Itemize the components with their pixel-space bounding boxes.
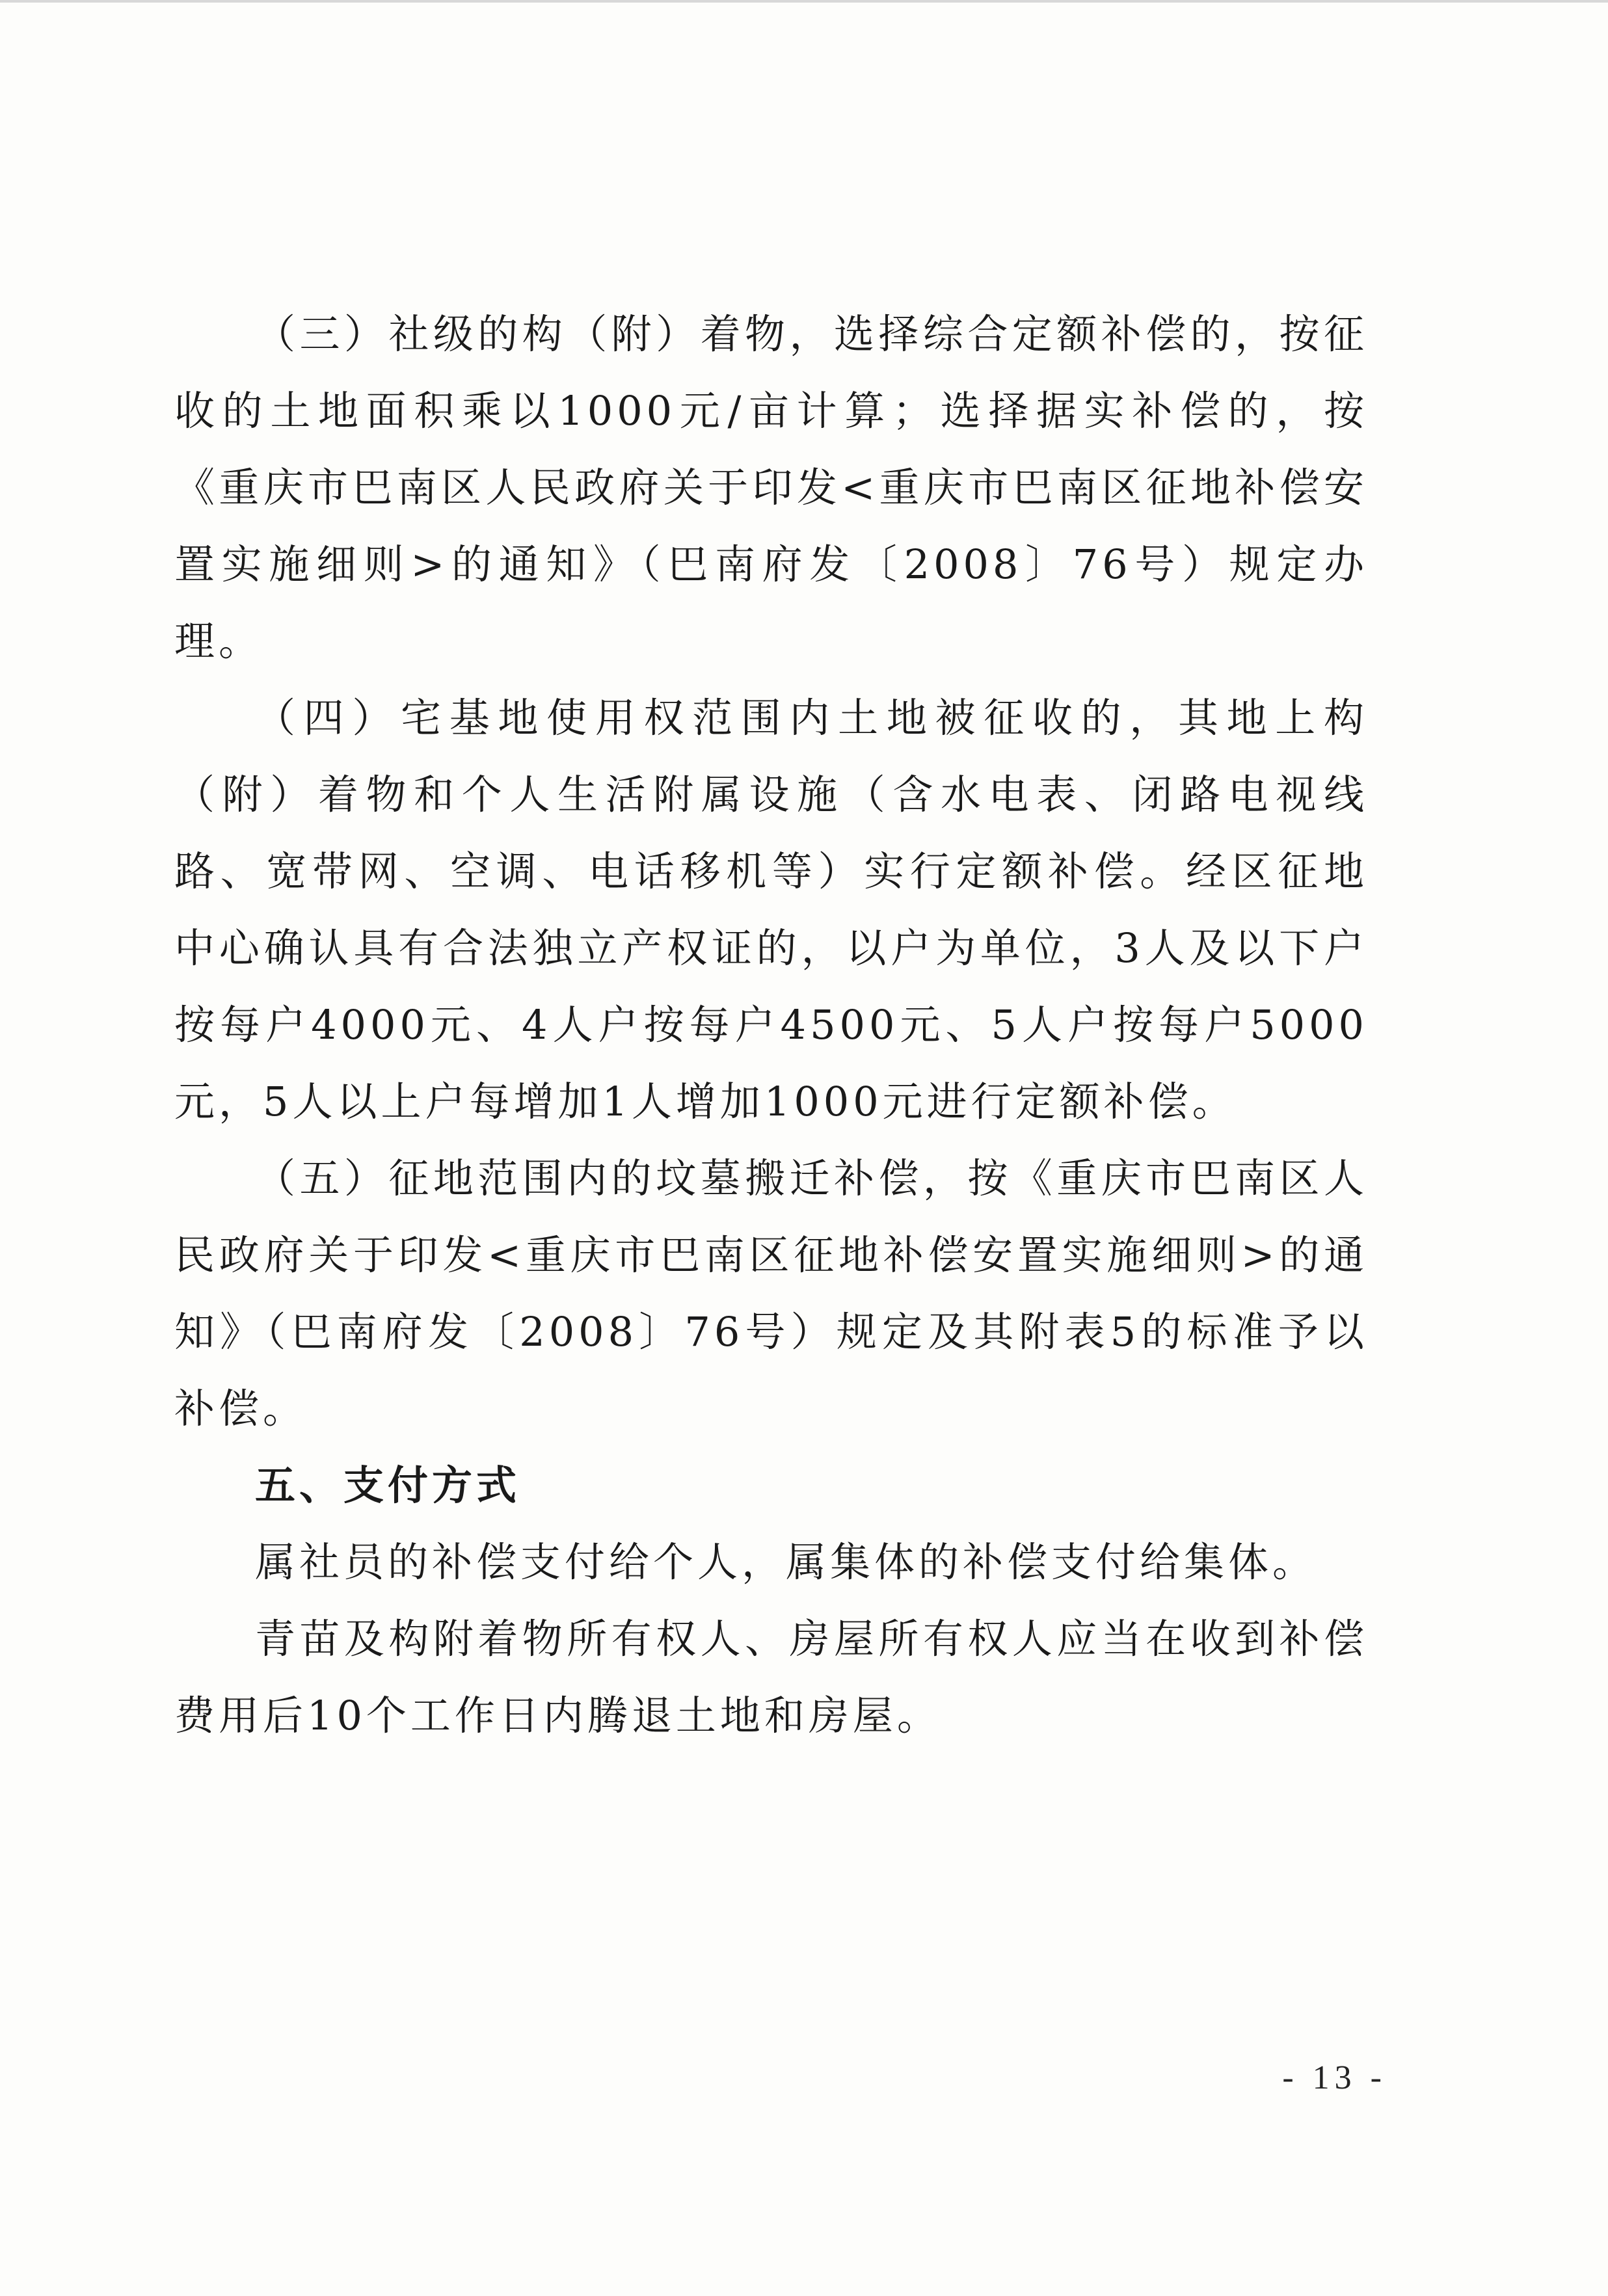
section-heading-payment-method: 五、支付方式 — [255, 1462, 521, 1509]
paragraph-item-3: （三）社级的构（附）着物，选择综合定额补偿的，按征收的土地面积乘以1000元/亩计算；选择据实补偿的，按《重庆市巴南区人民政府关于印发<重庆市巴南区征地补偿安置实施细则>的通知》（巴南府发〔2008〕76号）规定办理。 — [174, 310, 1368, 665]
page-number: - 13 - — [1282, 2059, 1387, 2096]
paragraph-payment-recipients: 属社员的补偿支付给个人，属集体的补偿支付给集体。 — [255, 1538, 1317, 1586]
paragraph-item-4: （四）宅基地使用权范围内土地被征收的，其地上构（附）着物和个人生活附属设施（含水电表、闭路电视线路、宽带网、空调、电话移机等）实行定额补偿。经区征地中心确认具有合法独立产权证的，以户为单位，3人及以下户按每户4000元、4人户按每户4500元、5人户按每户5000元，5人以上户每增加1人增加1000元进行定额补偿。 — [174, 694, 1368, 1125]
paragraph-vacate-deadline: 青苗及构附着物所有权人、房屋所有权人应当在收到补偿费用后10个工作日内腾退土地和房屋。 — [174, 1615, 1368, 1739]
paragraph-item-5: （五）征地范围内的坟墓搬迁补偿，按《重庆市巴南区人民政府关于印发<重庆市巴南区征地补偿安置实施细则>的通知》（巴南府发〔2008〕76号）规定及其附表5的标准予以补偿。 — [174, 1155, 1368, 1432]
document-body — [174, 296, 1368, 1754]
scan-edge — [0, 0, 1608, 3]
